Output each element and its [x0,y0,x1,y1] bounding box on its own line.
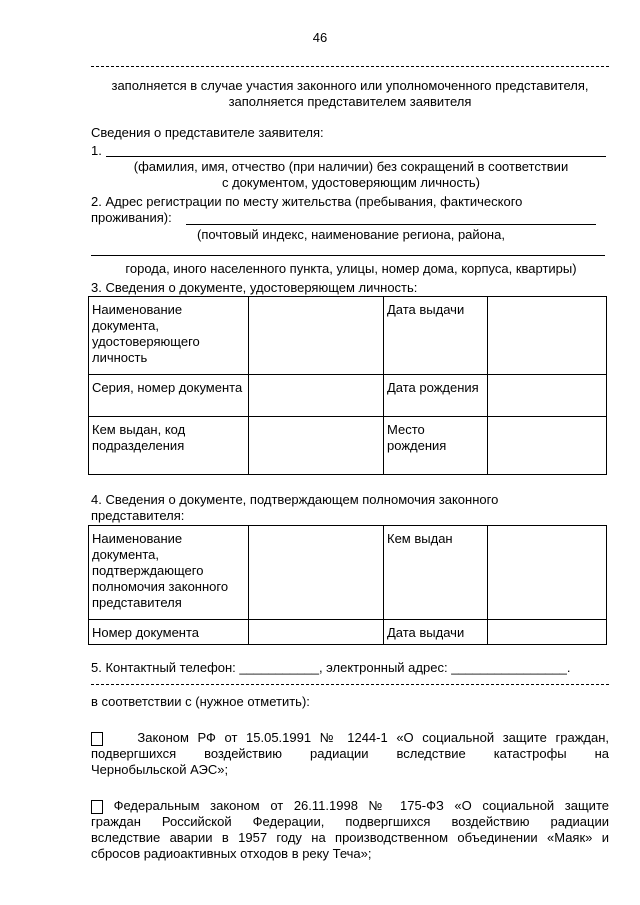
table-row [89,620,607,645]
cell-label: Серия, номер документа [89,375,249,417]
item1-number: 1. [91,143,102,158]
cell-label: Дата выдачи [384,297,488,375]
table-row [89,526,607,620]
checkbox-icon[interactable] [91,732,103,746]
cell-label: Кем выдан [384,526,488,620]
authority-doc-table [88,525,607,645]
option-1-line-1 [91,730,609,746]
checkbox-icon[interactable] [91,800,103,814]
cell-input[interactable] [488,417,607,475]
address-field-2[interactable] [91,255,605,256]
phone-label: 5. Контактный телефон: [91,660,236,675]
cell-input[interactable] [249,375,384,417]
cell-label: Дата выдачи [384,620,488,645]
cell-label: Наименование документа, удостоверяющего личность [89,297,249,375]
option-1-line-2: подвергшихся воздействию радиации вследствие катастрофы на [91,746,609,761]
cell-input[interactable] [488,375,607,417]
header-line-2: заполняется представителем заявителя [228,94,472,109]
authority-doc-title [91,492,498,524]
divider-top [91,66,609,67]
cell-label: Номер документа [89,620,249,645]
email-field[interactable]: ________________. [451,660,571,675]
option-1-text: Законом РФ от 15.05.1991 № 1244-1 «О социальной защите граждан, [137,730,610,745]
authority-doc-title-2: представителя: [91,508,185,523]
accordance-title: в соответствии с (нужное отметить): [91,694,310,709]
option-2-line-2: граждан Российской Федерации, подвергшихся воздействию радиации [91,814,609,829]
option-2-line-4: сбросов радиоактивных отходов в реку Теча»; [91,846,372,861]
cell-input[interactable] [249,526,384,620]
phone-field[interactable]: ___________ [239,660,319,675]
identity-doc-title: 3. Сведения о документе, удостоверяющем личность: [91,280,418,295]
address-hint-1: (почтовый индекс, наименование региона, района, [197,227,505,242]
page-number: 46 [312,30,328,45]
cell-label: Наименование документа, подтверждающего полномочия законного представителя [89,526,249,620]
table-row [89,375,607,417]
option-2-text: Федеральным законом от 26.11.1998 № 175-ФЗ «О социальной защите [113,798,609,813]
option-2-line-3: вследствие аварии в 1957 году на производственном объединении «Маяк» и [91,830,609,845]
table-row [89,297,607,375]
address-field-1[interactable] [186,224,596,225]
rep-info-title: Сведения о представителе заявителя: [91,125,324,140]
authority-doc-title-1: 4. Сведения о документе, подтверждающем полномочия законного [91,492,499,507]
address-label-2: проживания): [91,210,172,225]
address-hint-2: города, иного населенного пункта, улицы, номер дома, корпуса, квартиры) [125,261,577,276]
name-hint-line-2: с документом, удостоверяющим личность) [221,175,481,190]
name-field[interactable] [106,156,606,157]
cell-input[interactable] [249,620,384,645]
header-line-1: заполняется в случае участия законного или уполномоченного представителя, [111,78,589,93]
contact-line [91,660,570,675]
name-hint-line-1: (фамилия, имя, отчество (при наличии) без сокращений в соответствии [133,159,569,174]
identity-doc-table [88,296,607,475]
cell-label: Кем выдан, код подразделения [89,417,249,475]
option-2 [91,798,609,862]
option-2-line-1 [91,798,609,814]
cell-input[interactable] [249,297,384,375]
header-note [80,78,620,110]
cell-input[interactable] [249,417,384,475]
divider-bottom [91,684,609,685]
option-1-line-3: Чернобыльской АЭС»; [91,762,229,777]
cell-label: Место рождения [384,417,488,475]
name-hint [91,159,611,191]
cell-input[interactable] [488,526,607,620]
cell-input[interactable] [488,297,607,375]
email-label: , электронный адрес: [318,660,448,675]
option-1 [91,730,609,778]
address-label-1: 2. Адрес регистрации по месту жительства (пребывания, фактического [91,194,523,209]
table-row [89,417,607,475]
cell-label: Дата рождения [384,375,488,417]
cell-input[interactable] [488,620,607,645]
